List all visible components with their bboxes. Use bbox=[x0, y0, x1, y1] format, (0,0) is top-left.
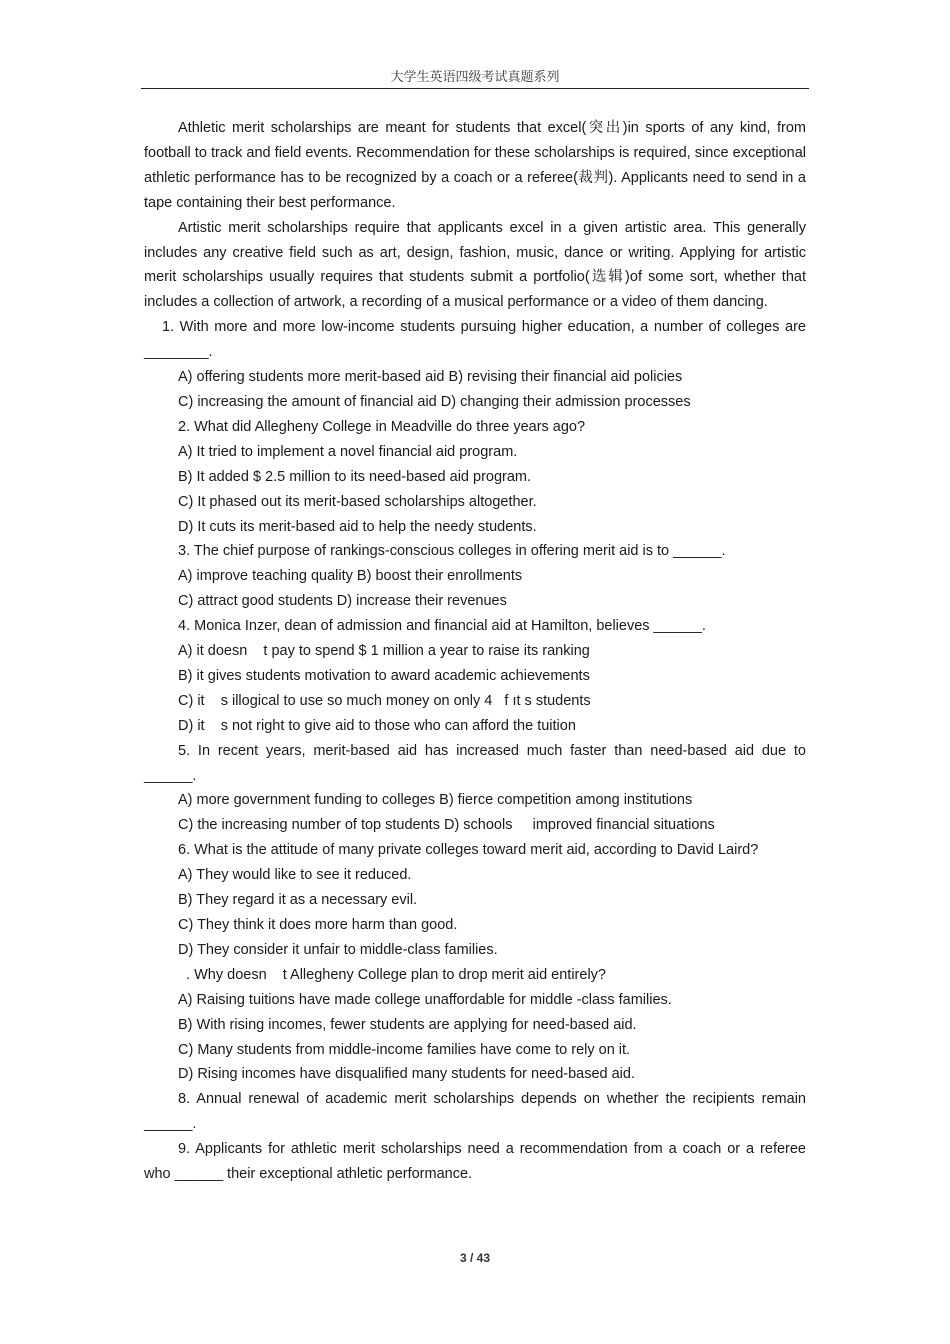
question-5: 5. In recent years, merit-based aid has increased much faster than need-based aid due to ______. bbox=[144, 742, 806, 784]
question-2-option-d: D) It cuts its merit-based aid to help the needy students. bbox=[178, 518, 537, 535]
question-1: 1. With more and more low-income students pursuing higher education, a number of colleges are ________. bbox=[144, 319, 806, 361]
question-7: . Why doesn t Allegheny College plan to drop merit aid entirely? bbox=[178, 966, 606, 983]
question-7-option-a: A) Raising tuitions have made college unaffordable for middle -class families. bbox=[178, 991, 672, 1008]
question-4-option-a: A) it doesn t pay to spend $ 1 million a year to raise its ranking bbox=[178, 643, 590, 660]
question-4-option-b: B) it gives students motivation to award academic achievements bbox=[178, 667, 590, 684]
document-body bbox=[144, 116, 806, 1187]
question-9: 9. Applicants for athletic merit scholarships need a recommendation from a coach or a referee who ______ their exceptional athletic performance. bbox=[144, 1141, 806, 1183]
question-1-options-cd: C) increasing the amount of financial aid D) changing their admission processes bbox=[178, 393, 691, 410]
question-2-option-a: A) It tried to implement a novel financial aid program. bbox=[178, 443, 518, 460]
question-5-options-cd: C) the increasing number of top students D) schools improved financial situations bbox=[178, 817, 715, 834]
question-2-option-b: B) It added $ 2.5 million to its need-based aid program. bbox=[178, 468, 532, 485]
question-1-options-ab: A) offering students more merit-based aid B) revising their financial aid policies bbox=[178, 369, 683, 386]
page-header: 大学生英语四级考试真题系列 bbox=[390, 70, 560, 85]
paragraph-artistic: Artistic merit scholarships require that applicants excel in a given artistic area. This generally includes any creative field such as art, design, fashion, music, dance or writing. Applying for artistic merit scholarships usually requires that students submit a portfolio(选辑)of some sort, whether that includes a collection of artwork, a recording of a musical performance or a video of them dancing. bbox=[144, 219, 806, 311]
page-number: 3 / 43 bbox=[459, 1251, 491, 1265]
header-divider bbox=[141, 88, 809, 89]
question-3-options-ab: A) improve teaching quality B) boost their enrollments bbox=[178, 568, 523, 585]
question-6: 6. What is the attitude of many private colleges toward merit aid, according to David Laird? bbox=[178, 842, 759, 859]
question-4-option-d: D) it s not right to give aid to those who can afford the tuition bbox=[178, 717, 576, 734]
question-6-option-c: C) They think it does more harm than good. bbox=[178, 917, 458, 933]
question-7-option-d: D) Rising incomes have disqualified many students for need-based aid. bbox=[178, 1066, 635, 1083]
paragraph-athletic: Athletic merit scholarships are meant for students that excel(突出)in sports of any kind, from football to track and field events. Recommendation for these scholarships is required, since exceptional athletic performance has to be recognized by a coach or a referee(裁判). Applicants need to send in a tape containing their best performance. bbox=[144, 120, 806, 211]
question-3-options-cd: C) attract good students D) increase their revenues bbox=[178, 593, 507, 610]
question-7-option-b: B) With rising incomes, fewer students are applying for need-based aid. bbox=[178, 1016, 637, 1033]
question-6-option-a: A) They would like to see it reduced. bbox=[178, 867, 412, 884]
question-2: 2. What did Allegheny College in Meadville do three years ago? bbox=[178, 418, 586, 435]
question-4-option-c: C) it s illogical to use so much money on only 4 f ıt s students bbox=[178, 692, 591, 709]
question-6-option-b: B) They regard it as a necessary evil. bbox=[178, 892, 418, 909]
question-4: 4. Monica Inzer, dean of admission and financial aid at Hamilton, believes ______. bbox=[178, 618, 706, 635]
question-2-option-c: C) It phased out its merit-based scholarships altogether. bbox=[178, 493, 537, 510]
question-6-option-d: D) They consider it unfair to middle-class families. bbox=[178, 941, 498, 958]
question-5-options-ab: A) more government funding to colleges B) fierce competition among institutions bbox=[178, 792, 693, 809]
question-3: 3. The chief purpose of rankings-conscious colleges in offering merit aid is to ______. bbox=[178, 543, 726, 560]
question-7-option-c: C) Many students from middle-income families have come to rely on it. bbox=[178, 1041, 631, 1058]
question-8: 8. Annual renewal of academic merit scholarships depends on whether the recipients remain ______. bbox=[144, 1091, 806, 1133]
